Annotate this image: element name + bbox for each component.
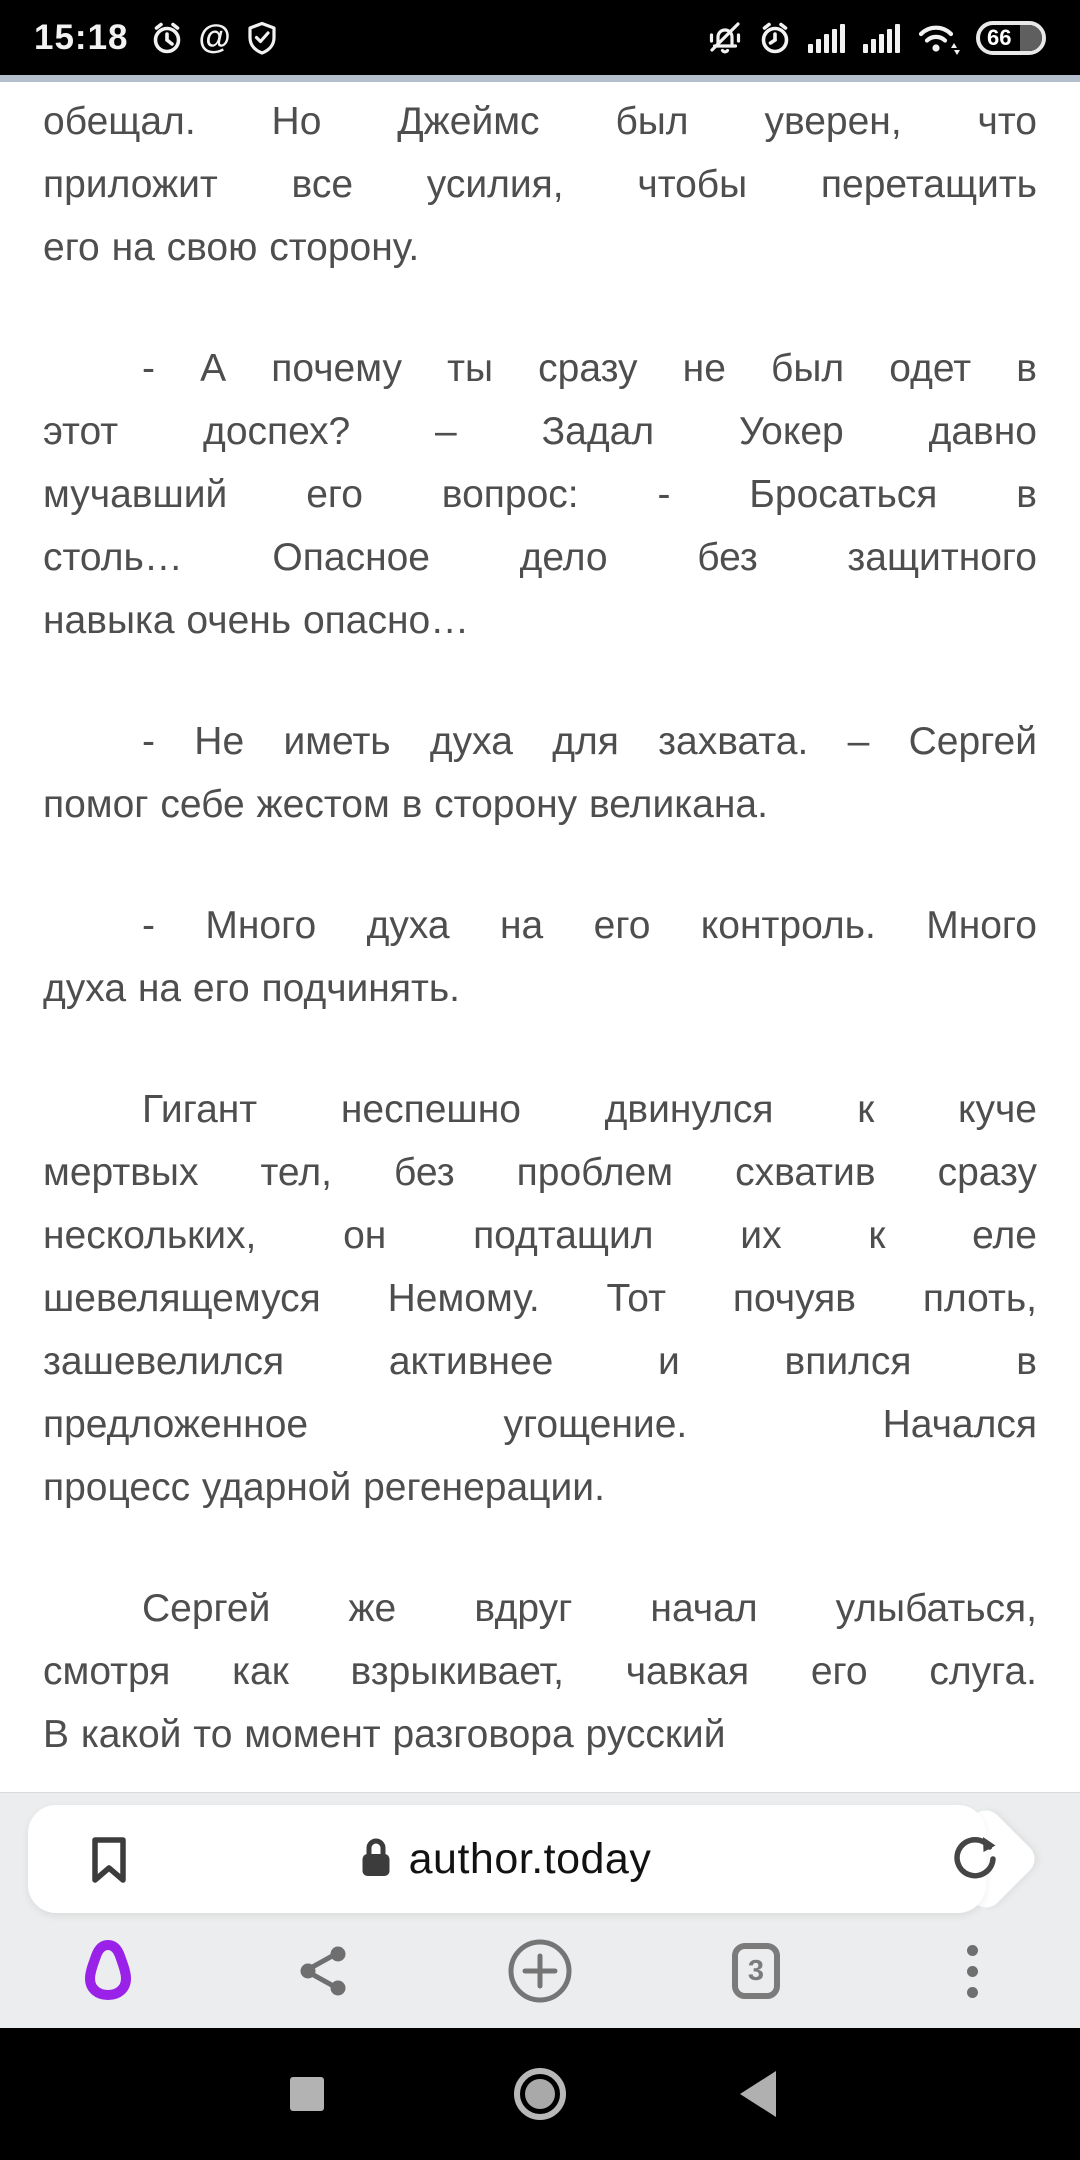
text-line: приложит все усилия, чтобы перетащить [43, 163, 1037, 206]
battery-indicator [976, 21, 1046, 55]
paragraph [43, 894, 1037, 1020]
share-icon[interactable] [264, 1914, 384, 2028]
yandex-browser-logo[interactable] [48, 1914, 168, 2028]
text-line: шевелящемуся Немому. Тот почуяв плоть, [43, 1277, 1037, 1320]
battery-percent: 66 [986, 24, 1012, 50]
recents-square-icon [290, 2077, 324, 2111]
tabs-button[interactable] [696, 1914, 816, 2028]
page-top-strip [0, 75, 1080, 82]
bell-muted-icon [707, 21, 743, 55]
paragraph [43, 710, 1037, 836]
text-line: смотря как взрыкивает, чавкая его слуга. [43, 1650, 1037, 1693]
home-button[interactable] [470, 2028, 610, 2160]
paragraph [43, 90, 1037, 279]
status-bar [0, 0, 1080, 75]
text-line: обещал. Но Джеймс был уверен, что [43, 100, 1037, 143]
address-domain: author.today [408, 1834, 652, 1883]
at-icon: @ [198, 18, 231, 55]
tab-counter: 3 [732, 1943, 780, 1999]
text-line: навыка очень опасно… [43, 599, 470, 642]
status-bar-left [34, 18, 278, 58]
paragraph [43, 1078, 1037, 1519]
text-line: мертвых тел, без проблем схватив сразу [43, 1151, 1037, 1194]
wifi-icon [917, 21, 961, 55]
new-tab-button[interactable] [480, 1914, 600, 2028]
text-line: его на свою сторону. [43, 226, 420, 269]
reader-content [0, 82, 1080, 1792]
text-line: предложенное угощение. Начался [43, 1403, 1037, 1446]
reader-text [43, 90, 1037, 1766]
shield-check-icon [246, 21, 278, 55]
bookmark-icon[interactable] [86, 1835, 132, 1885]
battery-depleted-fill [1020, 25, 1042, 51]
status-bar-right [707, 21, 1046, 55]
android-navigation-bar [0, 2028, 1080, 2160]
recents-button[interactable] [237, 2028, 377, 2160]
home-circle-icon [514, 2068, 566, 2120]
signal-sim1-icon [807, 22, 847, 54]
browser-toolbar [0, 1914, 1080, 2028]
refresh-icon[interactable] [950, 1834, 1000, 1884]
signal-sim2-icon [862, 22, 902, 54]
back-triangle-icon [740, 2071, 776, 2117]
text-line: процесс ударной регенерации. [43, 1466, 605, 1509]
text-line: зашевелился активнее и впился в [43, 1340, 1037, 1383]
alarm-clock-icon [758, 21, 792, 55]
text-line: нескольких, он подтащил их к еле [43, 1214, 1037, 1257]
text-line: - Не иметь духа для захвата. – Сергей [142, 720, 1037, 763]
menu-kebab-icon[interactable] [912, 1914, 1032, 2028]
clock-time: 15:18 [34, 17, 129, 57]
text-line: - Много духа на его контроль. Много [142, 904, 1037, 947]
text-line: столь… Опасное дело без защитного [43, 536, 1037, 579]
text-line: мучавший его вопрос: - Бросаться в [43, 473, 1037, 516]
paragraph [43, 1577, 1037, 1766]
back-button[interactable] [688, 2028, 828, 2160]
address-bar[interactable] [28, 1805, 986, 1913]
text-line: этот доспех? – Задал Уокер давно [43, 410, 1037, 453]
text-line: помог себе жестом в сторону великана. [43, 783, 768, 826]
alarm-clock-icon [150, 21, 184, 55]
text-line: Гигант неспешно двинулся к куче [142, 1088, 1037, 1131]
text-line: духа на его подчинять. [43, 967, 460, 1010]
paragraph [43, 337, 1037, 652]
browser-bottom-bar [0, 1792, 1080, 2028]
text-line: - А почему ты сразу не был одет в [142, 347, 1037, 390]
text-line: Сергей же вдруг начал улыбаться, [142, 1587, 1037, 1630]
text-line: В какой то момент разговора русский [43, 1713, 726, 1756]
